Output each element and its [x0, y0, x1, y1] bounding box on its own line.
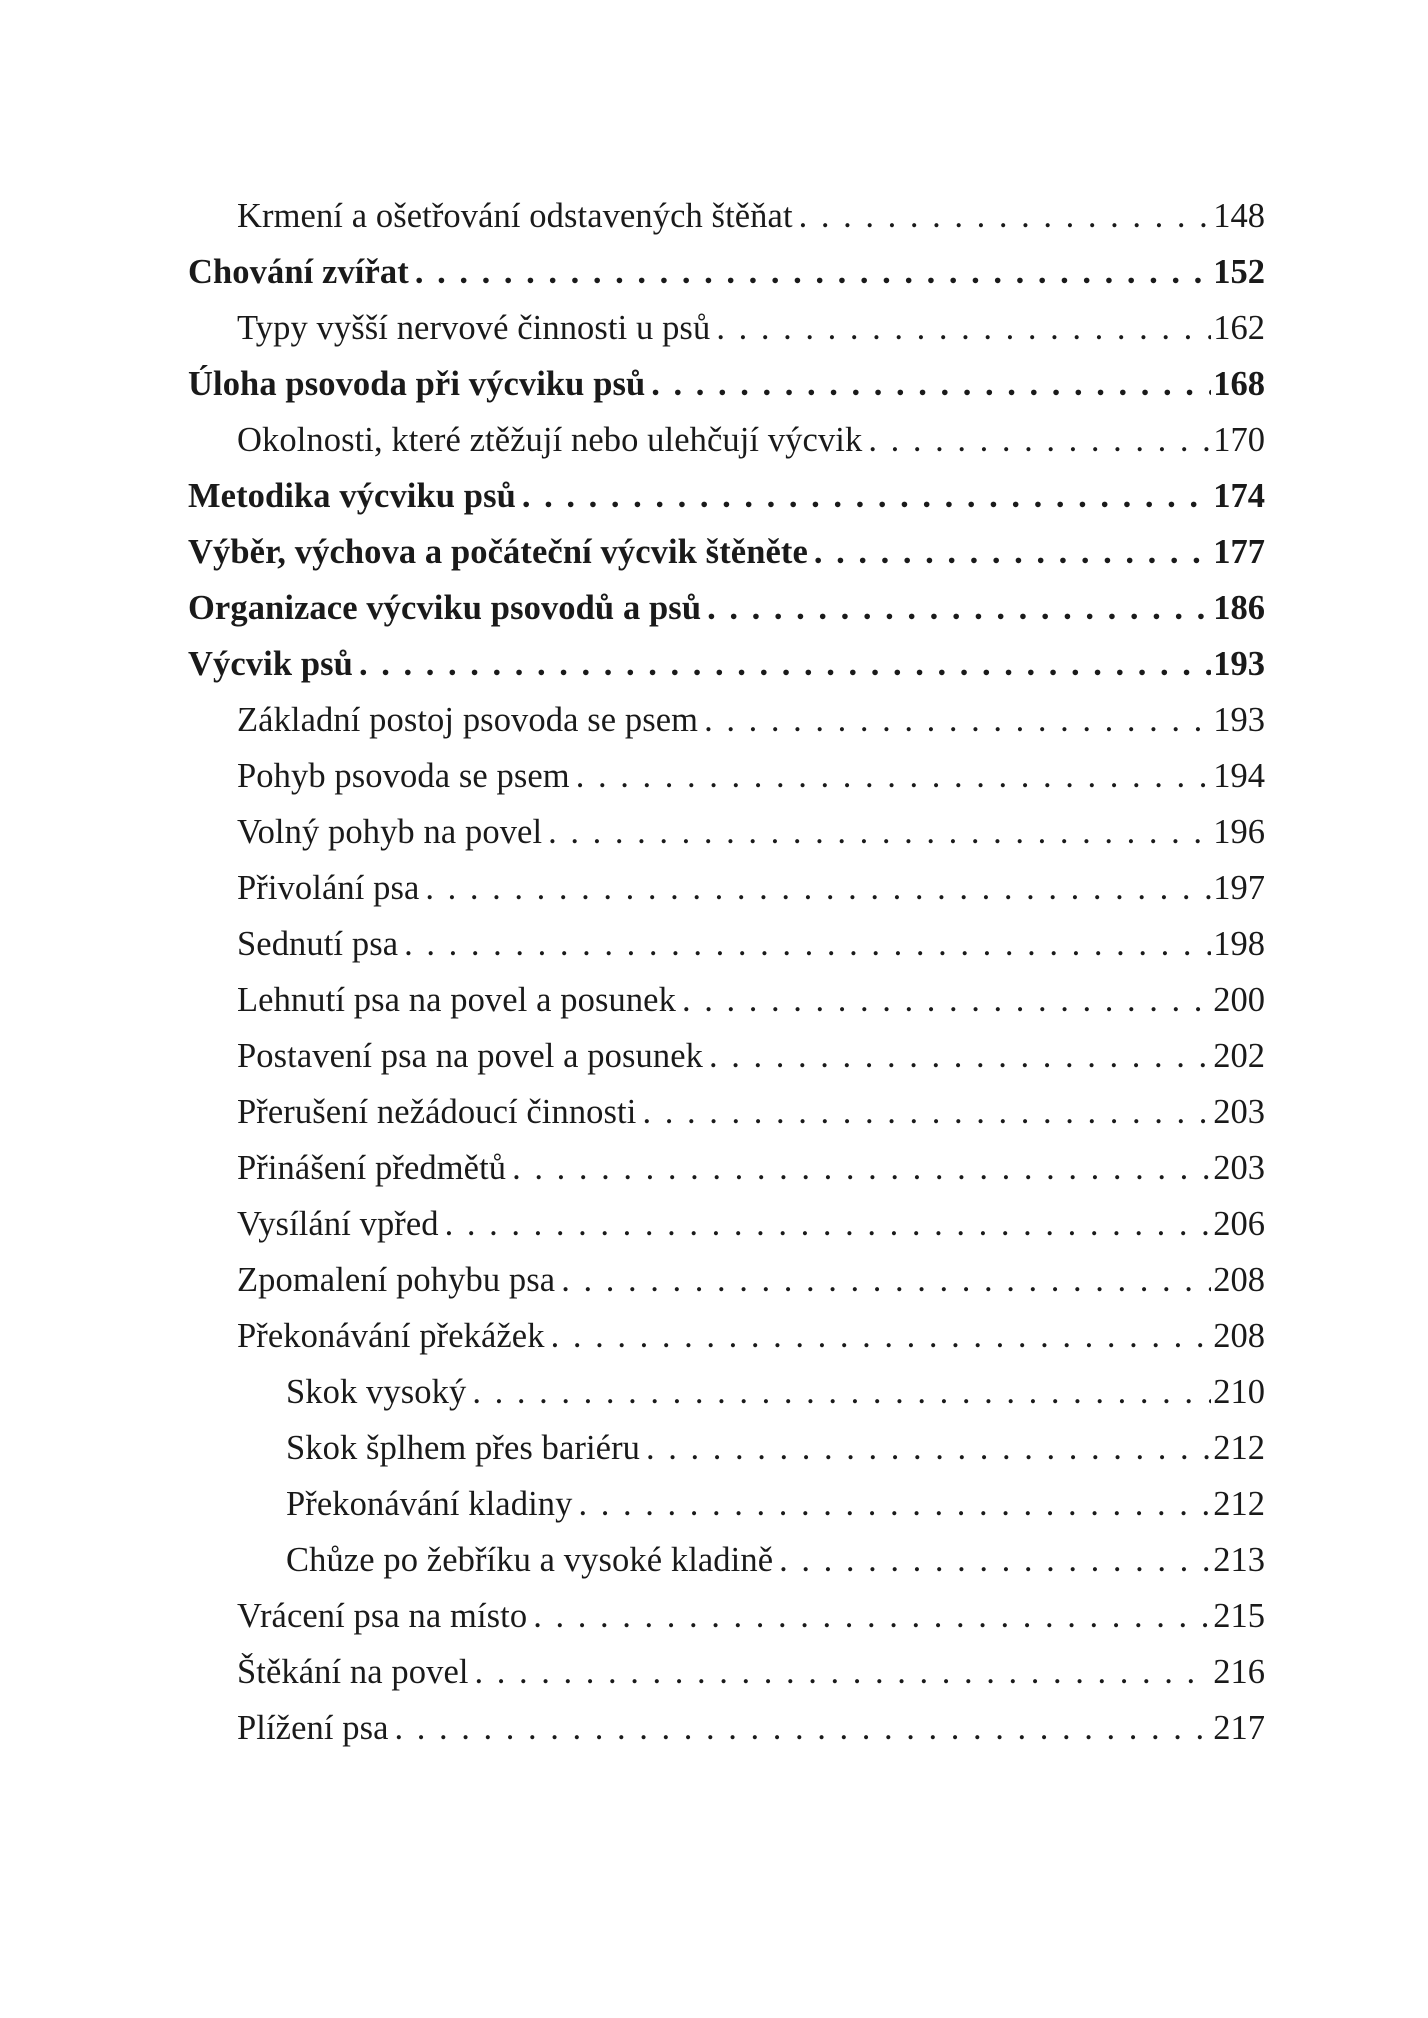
toc-page-number: 212 — [1213, 1429, 1265, 1467]
toc-chapter — [0, 356, 1428, 412]
toc-entry-line — [188, 356, 1265, 412]
toc-entry-line — [237, 188, 1265, 244]
toc-page-number: 203 — [1213, 1093, 1265, 1131]
dot-leader — [472, 1364, 1211, 1420]
toc-subsection — [0, 1420, 1428, 1476]
toc-entry-line — [237, 1644, 1265, 1700]
toc-section — [0, 1196, 1428, 1252]
toc-section — [0, 916, 1428, 972]
dot-leader — [578, 1476, 1211, 1532]
toc-entry-line — [237, 1308, 1265, 1364]
dot-leader — [512, 1140, 1211, 1196]
toc-page-number: 217 — [1213, 1709, 1265, 1747]
toc-entry-title: Skok vysoký — [286, 1373, 467, 1411]
toc-entry-title: Zpomalení pohybu psa — [237, 1261, 556, 1299]
dot-leader — [551, 1308, 1212, 1364]
table-of-contents — [0, 188, 1428, 1756]
toc-subsection — [0, 1364, 1428, 1420]
dot-leader — [395, 1700, 1212, 1756]
toc-page-number: 210 — [1213, 1373, 1265, 1411]
toc-section — [0, 1084, 1428, 1140]
toc-page-number: 148 — [1213, 197, 1265, 235]
toc-section — [0, 860, 1428, 916]
toc-entry-title: Základní postoj psovoda se psem — [237, 701, 699, 739]
dot-leader — [707, 580, 1211, 636]
dot-leader — [522, 468, 1211, 524]
toc-section — [0, 300, 1428, 356]
dot-leader — [704, 692, 1211, 748]
toc-entry-line — [188, 524, 1265, 580]
toc-entry-title: Organizace výcviku psovodů a psů — [188, 589, 702, 627]
toc-entry-title: Úloha psovoda při výcviku psů — [188, 365, 646, 403]
toc-page-number: 193 — [1213, 645, 1265, 683]
toc-page-number: 193 — [1213, 701, 1265, 739]
dot-leader — [716, 300, 1211, 356]
toc-entry-line — [188, 244, 1265, 300]
toc-section — [0, 692, 1428, 748]
toc-entry-title: Výcvik psů — [188, 645, 353, 683]
toc-entry-title: Překonávání kladiny — [286, 1485, 573, 1523]
toc-entry-title: Volný pohyb na povel — [237, 813, 543, 851]
toc-page-number: 202 — [1213, 1037, 1265, 1075]
dot-leader — [799, 188, 1212, 244]
toc-entry-title: Postavení psa na povel a posunek — [237, 1037, 703, 1075]
toc-entry-line — [237, 972, 1265, 1028]
toc-chapter — [0, 580, 1428, 636]
dot-leader — [533, 1588, 1211, 1644]
dot-leader — [868, 412, 1211, 468]
toc-entry-line — [286, 1420, 1265, 1476]
toc-page-number: 213 — [1213, 1541, 1265, 1579]
toc-entry-line — [237, 804, 1265, 860]
toc-section — [0, 1252, 1428, 1308]
toc-entry-title: Přinášení předmětů — [237, 1149, 507, 1187]
toc-section — [0, 1644, 1428, 1700]
toc-entry-title: Okolnosti, které ztěžují nebo ulehčují výcvik — [237, 421, 863, 459]
dot-leader — [415, 244, 1211, 300]
toc-page-number: 208 — [1213, 1261, 1265, 1299]
toc-entry-title: Typy vyšší nervové činnosti u psů — [237, 309, 711, 347]
toc-section — [0, 1028, 1428, 1084]
toc-entry-line — [237, 916, 1265, 972]
toc-entry-title: Překonávání překážek — [237, 1317, 545, 1355]
toc-page-number: 194 — [1213, 757, 1265, 795]
toc-page-number: 216 — [1213, 1653, 1265, 1691]
toc-entry-line — [237, 860, 1265, 916]
toc-page-number: 198 — [1213, 925, 1265, 963]
toc-entry-line — [237, 692, 1265, 748]
toc-page-number: 215 — [1213, 1597, 1265, 1635]
toc-page-number: 168 — [1213, 365, 1265, 403]
toc-section — [0, 188, 1428, 244]
toc-subsection — [0, 1476, 1428, 1532]
toc-section — [0, 748, 1428, 804]
toc-page-number: 152 — [1213, 253, 1265, 291]
toc-entry-line — [237, 300, 1265, 356]
toc-page-number: 170 — [1213, 421, 1265, 459]
dot-leader — [404, 916, 1211, 972]
toc-entry-title: Štěkání na povel — [237, 1653, 469, 1691]
dot-leader — [359, 636, 1211, 692]
dot-leader — [814, 524, 1211, 580]
toc-chapter — [0, 468, 1428, 524]
toc-page-number: 203 — [1213, 1149, 1265, 1187]
dot-leader — [548, 804, 1211, 860]
toc-entry-title: Skok šplhem přes bariéru — [286, 1429, 641, 1467]
toc-page-number: 162 — [1213, 309, 1265, 347]
dot-leader — [425, 860, 1211, 916]
dot-leader — [475, 1644, 1212, 1700]
toc-page-number: 196 — [1213, 813, 1265, 851]
toc-page-number: 177 — [1213, 533, 1265, 571]
toc-entry-line — [237, 1252, 1265, 1308]
toc-entry-title: Plížení psa — [237, 1709, 389, 1747]
toc-page-number: 174 — [1213, 477, 1265, 515]
dot-leader — [642, 1084, 1211, 1140]
dot-leader — [779, 1532, 1211, 1588]
toc-entry-title: Chůze po žebříku a vysoké kladině — [286, 1541, 774, 1579]
toc-subsection — [0, 1532, 1428, 1588]
dot-leader — [682, 972, 1211, 1028]
toc-entry-title: Výběr, výchova a počáteční výcvik štěněte — [188, 533, 808, 571]
dot-leader — [646, 1420, 1211, 1476]
toc-page-number: 200 — [1213, 981, 1265, 1019]
toc-chapter — [0, 244, 1428, 300]
toc-entry-line — [286, 1364, 1265, 1420]
toc-section — [0, 1588, 1428, 1644]
toc-entry-title: Přivolání psa — [237, 869, 420, 907]
toc-entry-title: Pohyb psovoda se psem — [237, 757, 570, 795]
toc-entry-line — [237, 412, 1265, 468]
toc-entry-line — [237, 1084, 1265, 1140]
toc-entry-title: Chování zvířat — [188, 253, 409, 291]
toc-entry-line — [237, 1588, 1265, 1644]
toc-section — [0, 1140, 1428, 1196]
toc-entry-line — [237, 1700, 1265, 1756]
dot-leader — [445, 1196, 1212, 1252]
toc-entry-line — [188, 468, 1265, 524]
toc-section — [0, 972, 1428, 1028]
toc-entry-line — [286, 1532, 1265, 1588]
toc-page-number: 186 — [1213, 589, 1265, 627]
toc-chapter — [0, 636, 1428, 692]
dot-leader — [561, 1252, 1211, 1308]
toc-entry-title: Lehnutí psa na povel a posunek — [237, 981, 676, 1019]
toc-entry-line — [237, 1196, 1265, 1252]
toc-page-number: 197 — [1213, 869, 1265, 907]
dot-leader — [709, 1028, 1211, 1084]
toc-entry-line — [237, 1140, 1265, 1196]
toc-section — [0, 412, 1428, 468]
toc-section — [0, 1700, 1428, 1756]
toc-entry-title: Metodika výcviku psů — [188, 477, 516, 515]
toc-page-number: 208 — [1213, 1317, 1265, 1355]
toc-entry-line — [237, 748, 1265, 804]
toc-entry-line — [286, 1476, 1265, 1532]
toc-entry-line — [237, 1028, 1265, 1084]
toc-page-number: 212 — [1213, 1485, 1265, 1523]
dot-leader — [576, 748, 1212, 804]
toc-entry-title: Sednutí psa — [237, 925, 399, 963]
toc-entry-title: Vysílání vpřed — [237, 1205, 439, 1243]
toc-page-number: 206 — [1213, 1205, 1265, 1243]
toc-entry-line — [188, 636, 1265, 692]
dot-leader — [651, 356, 1211, 412]
toc-chapter — [0, 524, 1428, 580]
toc-entry-line — [188, 580, 1265, 636]
toc-section — [0, 804, 1428, 860]
toc-entry-title: Vrácení psa na místo — [237, 1597, 528, 1635]
toc-entry-title: Přerušení nežádoucí činnosti — [237, 1093, 637, 1131]
toc-entry-title: Krmení a ošetřování odstavených štěňat — [237, 197, 793, 235]
toc-section — [0, 1308, 1428, 1364]
